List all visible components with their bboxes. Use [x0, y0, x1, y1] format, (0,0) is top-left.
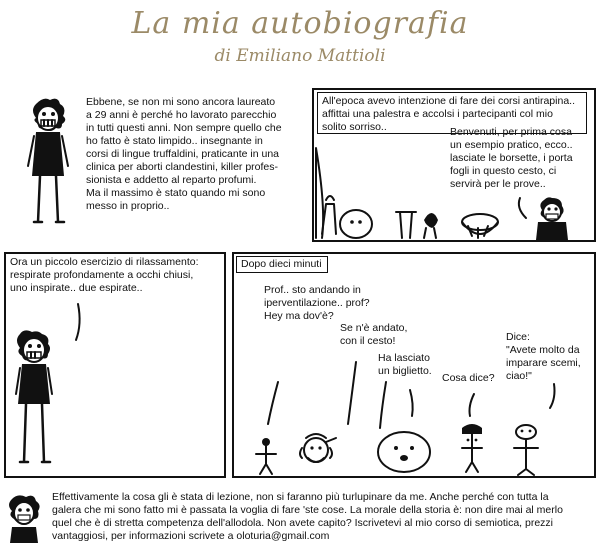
intro-narration: Ebbene, se non mi sono ancora laureato a 29 anni è perché ho lavorato parecchio in tutti questi anni. Non sempre quello che ho fatto è stato limpido.. insegnante in corsi di lingue truffaldini, praticante in una clinica per aborti clandestini, killer profes- sionista e addetto al reparto profumi. Ma il massimo è stato quando mi sono messo in proprio.. [86, 96, 282, 212]
student-line-4: Cosa dice? [442, 372, 495, 384]
student-line-1: Prof.. sto andando in iperventilazione.. prof? Hey ma dov'è? [264, 284, 370, 322]
panel-after-caption: Dopo dieci minuti [236, 256, 328, 273]
student-line-5: Dice: "Avete molto da imparare scemi, ciao!" [506, 331, 581, 382]
footer-narration: Effettivamente la cosa gli è stata di lezione, non si faranno più turlupinare da me. Anche perché con tutta la galera che mi sono fatto mi è passata la voglia di fare 'ste cose. La morale della storia è: non dire mai al merlo quel che è di stretta competenza dell'allodola. Non avete capito? Iscrivetevi al mio corso di semiotica, prezzi vantaggiosi, per informazioni scrivete a oloturia@gmail.com [52, 491, 563, 542]
panel-gym-speech: Benvenuti, per prima cosa un esempio pratico, ecco.. lasciate le borsette, i porta fogli in questo cesto, ci servirà per le prove.. [450, 126, 573, 190]
panel-gym-caption: All'epoca avevo intenzione di fare dei corsi antirapina.. affittai una palestra e accolsi i partecipanti col mio solito sorriso.. [317, 92, 587, 134]
student-line-3: Ha lasciato un biglietto. [378, 352, 432, 377]
author-figure-intro [22, 96, 82, 236]
panel-after-drawing [232, 252, 596, 478]
author-figure-footer [4, 493, 48, 543]
panel-relax-speech: Ora un piccolo esercizio di rilassamento: respirate profondamente a occhi chiusi, uno inspirate.. due espirate.. [10, 256, 199, 294]
panel-gym-drawing [312, 88, 596, 242]
comic-title: La mia autobiografia [131, 6, 469, 41]
student-line-2: Se n'è andato, con il cesto! [340, 322, 408, 347]
panel-relax-drawing [4, 252, 226, 478]
comic-subtitle: di Emiliano Mattioli [214, 46, 386, 66]
